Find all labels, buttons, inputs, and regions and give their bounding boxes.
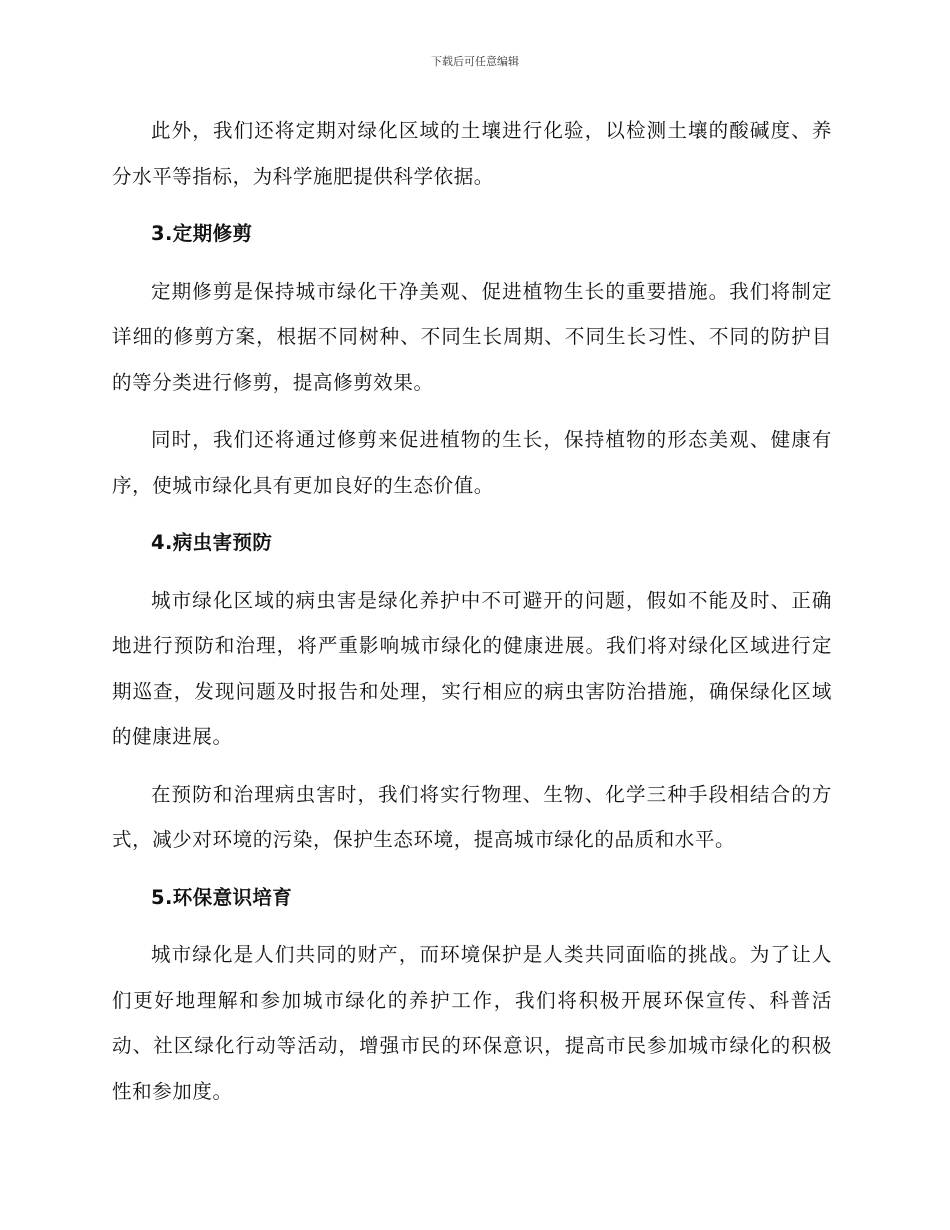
paragraph-pest-methods: 在预防和治理病虫害时，我们将实行物理、生物、化学三种手段相结合的方式，减少对环境的污染，保护生态环境，提高城市绿化的品质和水平。 <box>112 782 832 851</box>
section-heading-pest-prevention: 4.病虫害预防 <box>151 531 273 554</box>
paragraph-eco-awareness: 城市绿化是人们共同的财产，而环境保护是人类共同面临的挑战。为了让人们更好地理解和参加城市绿化的养护工作，我们将积极开展环保宣传、科普活动、社区绿化行动等活动，增强市民的环保意识，提高市民参加城市绿化的积极性和参加度。 <box>112 943 832 1103</box>
paragraph-soil-testing: 此外，我们还将定期对绿化区域的土壤进行化验，以检测土壤的酸碱度、养分水平等指标，为科学施肥提供科学依据。 <box>112 119 832 188</box>
paragraph-pest-inspection: 城市绿化区域的病虫害是绿化养护中不可避开的问题，假如不能及时、正确地进行预防和治理，将严重影响城市绿化的健康进展。我们将对绿化区域进行定期巡查，发现问题及时报告和处理，实行相应的病虫害防治措施，确保绿化区域的健康进展。 <box>112 588 832 748</box>
section-heading-eco-awareness: 5.环保意识培育 <box>151 885 293 909</box>
paragraph-pruning-growth: 同时，我们还将通过修剪来促进植物的生长，保持植物的形态美观、健康有序，使城市绿化具有更加良好的生态价值。 <box>112 428 832 497</box>
paragraph-pruning-plan: 定期修剪是保持城市绿化干净美观、促进植物生长的重要措施。我们将制定详细的修剪方案，根据不同树种、不同生长周期、不同生长习性、不同的防护目的等分类进行修剪，提高修剪效果。 <box>112 279 832 394</box>
section-heading-pruning: 3.定期修剪 <box>151 222 253 245</box>
document-body <box>112 108 832 1126</box>
page-header: 下载后可任意编辑 <box>431 55 519 68</box>
